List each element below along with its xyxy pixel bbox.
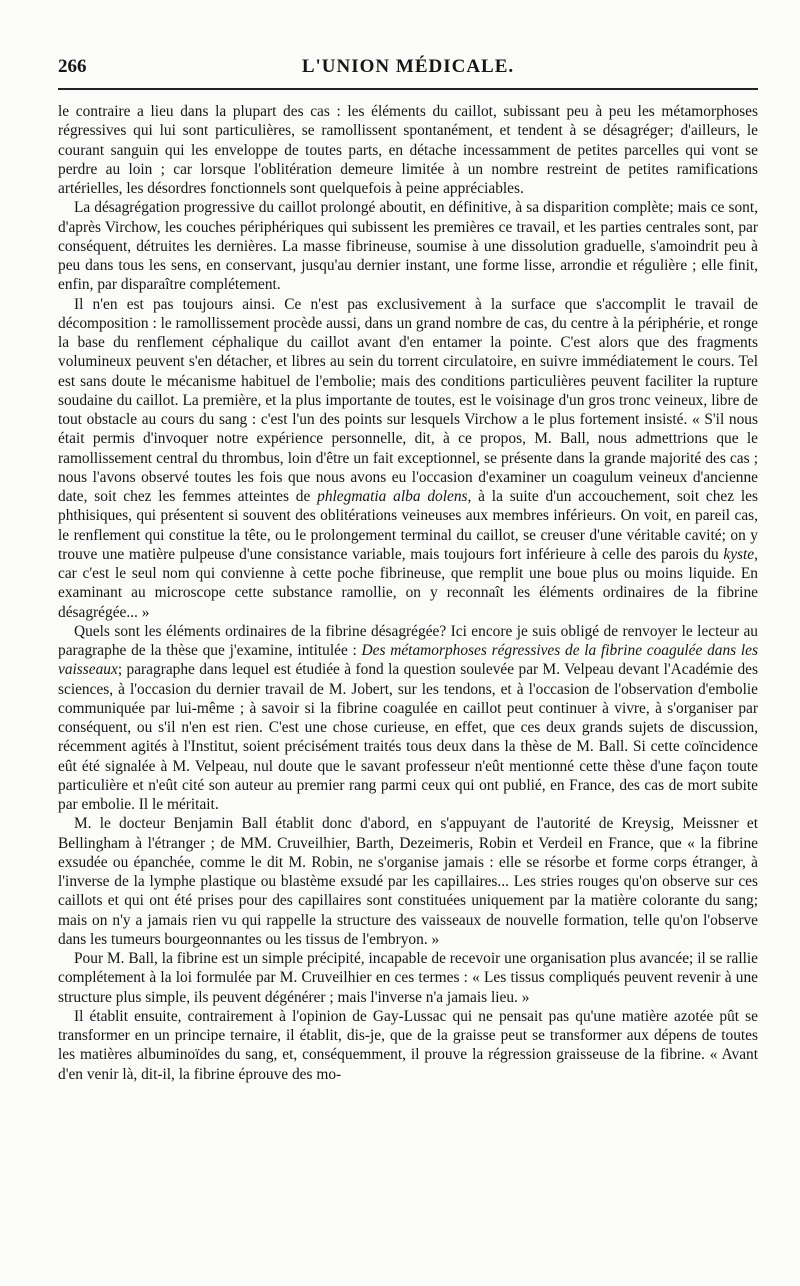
- paragraph: [58, 622, 758, 815]
- paragraph: [58, 102, 758, 198]
- paragraph: [58, 1007, 758, 1084]
- running-title: L'UNION MÉDICALE.: [301, 56, 515, 77]
- text-segment: Pour M. Ball, la fibrine est un simple précipité, incapable de recevoir une organisation plus avancée; il se rallie complétement à la loi formulée par M. Cruveilhier en ces termes : « Les tissus compliqués peuvent revenir à une structure plus simple, ils peuvent dégénérer ; mais l'inverse n'a jamais lieu. »: [58, 950, 758, 1006]
- text-segment: , car c'est le seul nom qui convienne à cette poche fibrineuse, que remplit une boue plus ou moins liquide. En examinant au microscope cette substance ramollie, on y reconnaît les éléments ordinaires de la fibrine désagrégée... »: [58, 545, 758, 621]
- paragraph: [58, 198, 758, 294]
- paragraph: [58, 949, 758, 1007]
- text-segment: Il établit ensuite, contrairement à l'opinion de Gay-Lussac qui ne pensait pas qu'une matière azotée pût se transformer en un principe ternaire, il établit, dis-je, que de la graisse peut se transformer aux dépens de toutes les matières albuminoïdes du sang, et, conséquemment, il prouve la régression graisseuse de la fibrine. « Avant d'en venir là, dit-il, la fibrine éprouve des mo-: [58, 1007, 758, 1083]
- paragraph: [58, 814, 758, 949]
- text-segment: Il n'en est pas toujours ainsi. Ce n'est pas exclusivement à la surface que s'accomplit le travail de décomposition : le ramollissement procède aussi, dans un grand nombre de cas, du centre à la périphérie, et ronge la base du renflement céphalique du caillot avant d'en entamer la pointe. C'est alors que des fragments volumineux peuvent s'en détacher, et libres au sein du torrent circulatoire, en suivre immédiatement le cours. Tel est sans doute le mécanisme habituel de l'embolie; mais des conditions particulières peuvent faciliter la rupture soudaine du caillot. La première, et la plus importante de toutes, est le voisinage d'un gros tronc veineux, libre de tout obstacle au cours du sang : c'est l'un des points sur lesquels Virchow a le plus fortement insisté. « S'il nous était permis d'invoquer notre expérience personnelle, dit, à ce propos, M. Ball, nous admettrions que le ramollissement central du thrombus, loin d'être un fait exceptionnel, se présente dans la grande majorité des cas ; nous l'avons observé toutes les fois que nous avons eu l'occasion d'examiner un coagulum veineux d'ancienne date, soit chez les femmes atteintes de: [58, 295, 758, 505]
- page-number: 266: [58, 56, 87, 77]
- italic-text: phlegmatia alba dolens: [317, 488, 468, 505]
- text-segment: M. le docteur Benjamin Ball établit donc d'abord, en s'appuyant de l'autorité de Kreysig, Meissner et Bellingham à l'étranger ; de MM. Cruveilhier, Barth, Dezeimeris, Robin et Verdeil en France, que « la fibrine exsudée ou épanchée, comme le dit M. Robin, ne s'organise jamais : elle se résorbe et forme corps étranger, à l'inverse de la lymphe plastique ou blastème exsudé par les capillaires... Les stries rouges qu'on observe sur ces caillots et qui ont été prises pour des capillaires sont constituées uniquement par la matière colorante du sang; mais on n'y a jamais rien vu qui rappelle la structure des vaisseaux de nouvelle formation, telle qu'on l'observe dans les tumeurs bourgeonnantes ou les tissus de l'embryon. »: [58, 815, 758, 948]
- text-segment: Quels sont les éléments ordinaires de la fibrine désagrégée? Ici encore je suis obligé de renvoyer le lecteur au paragraphe de la thèse que j'examine, intitulée :: [58, 622, 758, 659]
- paragraph: [58, 295, 758, 622]
- text-segment: , à la suite d'un accouchement, soit chez les phthisiques, qui présentent si souvent des oblitérations veineuses aux membres inférieurs. On voit, en pareil cas, le renflement qui constitue la tête, ou le prolongement terminal du caillot, se creuser d'une véritable cavité; on y trouve une matière pulpeuse d'une consistance variable, mais toujours fort inférieure à celle des parois du: [58, 488, 758, 563]
- text-segment: le contraire a lieu dans la plupart des cas : les éléments du caillot, subissant peu à peu les métamorphoses régressives qui lui sont particulières, se ramollissent spontanément, et tendent à se désagréger; d'ailleurs, le courant sanguin qui les enveloppe de toutes parts, en détache incessamment de petites parcelles qui vont se perdre au loin ; car lorsque l'oblitération demeure limitée à un nombre restreint de petites ramifications artérielles, les désordres fonctionnels sont quelquefois à peine appréciables.: [58, 103, 758, 197]
- text-segment: ; paragraphe dans lequel est étudiée à fond la question soulevée par M. Velpeau devant l'Académie des sciences, à l'occasion du dernier travail de M. Jobert, sur les tendons, et à l'occasion de l'observation d'embolie communiquée par lui-même ; à savoir si la fibrine coagulée en caillot peut continuer à vivre, à s'organiser par conséquent, ou s'il n'en est rien. C'est une chose curieuse, en effet, que ces deux grands sujets de discussion, récemment agités à l'Institut, soient précisément traités tous deux dans la thèse de M. Ball. Si cette coïncidence eût été signalée à M. Velpeau, nul doute que le savant professeur n'eût mentionné cette thèse d'une façon toute particulière et n'eût cité son auteur au premier rang parmi ceux qui ont publié, en France, des cas de mort subite par embolie. Il le méritait.: [58, 661, 758, 813]
- page-header: [58, 52, 758, 80]
- italic-text: Des métamorphoses régressives de la fibrine coagulée dans les vaisseaux: [58, 642, 758, 679]
- header-rule: [58, 88, 758, 90]
- text-segment: La désagrégation progressive du caillot prolongé aboutit, en définitive, à sa disparition complète; mais ce sont, d'après Virchow, les couches périphériques qui subissent les premières ce travail, et les parties centrales sont, par conséquent, détruites les dernières. La masse fibrineuse, soumise à une dissolution graduelle, s'amoindrit peu à peu dans tous les sens, en conservant, jusqu'au dernier instant, une forme lisse, arrondie et régulière ; elle finit, enfin, par disparaître complétement.: [58, 199, 758, 294]
- article-body: [58, 102, 758, 1084]
- italic-text: kyste: [723, 545, 755, 563]
